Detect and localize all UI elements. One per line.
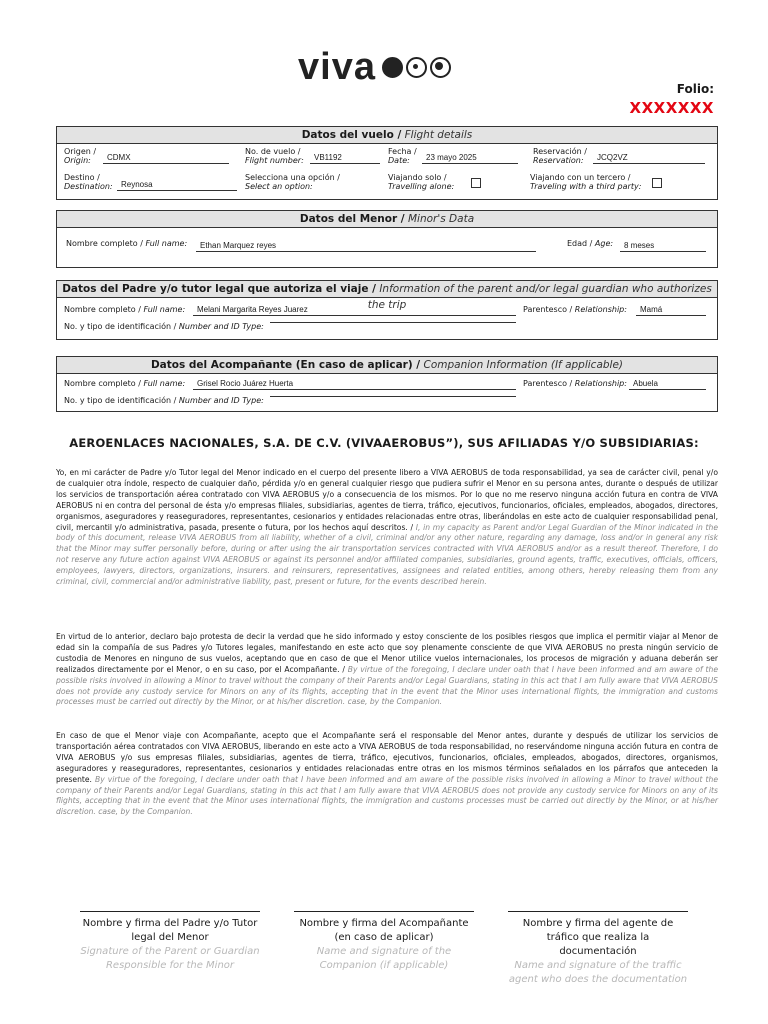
logo-dot-icon — [382, 57, 403, 78]
third-party-label: Viajando con un tercero / Traveling with a third party: — [530, 173, 642, 191]
companion-relationship-label: Parentesco / Relationship: — [523, 379, 627, 388]
reservation-label: Reservación / Reservation: — [533, 147, 587, 165]
release-paragraph: Yo, en mi carácter de Padre y/o Tutor legal del Menor indicado en el cuerpo del presente libero a VIVA AEROBUS de toda responsabilidad, ya sea de carácter civil, penal y/o de cualquier otra índole, respecto de cualquier daño, pérdida y/o en general cualquier riesgo que pudiera sufrir el Menor en su persona antes, durante o después de utilizar los servicios de transportación aérea contratado con VIVA AEROBUS y/o a consecuencia de los mismos. Por lo que no me reservo ninguna acción futura en contra de VIVA AEROBUS ni en contra del personal de ésta y/o empresas filiales, subsidiarias, agentes de tierra, tráfico, ejecutivos, funcionarios, oficiales, empleados, abogados, directores, organismos, aseguradores y reaseguradores, representantes, cesionarios y entidades relacionadas entre otras, liberándolas en este acto de cualquier responsabilidad penal, civil, mercantil y/o administrativa, pasada, presente o futura, por los hechos aquí descritos. / I, in my capacity as Parent and/or Legal Guardian of the Minor indicated in the body of this document, release VIVA AEROBUS from all liability, whether of a civil, criminal and/or any other nature, regarding any damage, loss and/or in general any risk that the Minor may suffer personally before, during or after using the air transportation services contracted with VIVA AEROBUS and/or as a result thereof. Therefore, I do not reserve any future action against VIVA AEROBUS or against its personnel and/or affiliated companies, subsidiaries, ground agents, traffic, executives, officials, officers, employees, lawyers, directors, organizations, insurers. and reinsurers, representatives, assignees and related entities, among others, hereby releasing them from any criminal, civil, commercial and/or administrative liability, past, present or future, for the events described herein. — [56, 468, 719, 587]
signature-companion: Nombre y firma del Acompañante (en caso de aplicar) Name and signature of the Companion (if applicable) — [299, 918, 469, 971]
signature-agent: Nombre y firma del agente de tráfico que realiza la documentación Name and signature of the traffic agent who does the documentation — [508, 918, 688, 985]
guardian-data-heading: Datos del Padre y/o tutor legal que autoriza el viaje / Information of the parent and/or legal guardian who authorizes the trip — [57, 281, 717, 298]
companion-id-label: No. y tipo de identificación / Number and ID Type: — [64, 396, 264, 405]
guardian-name-field[interactable]: Melani Margarita Reyes Juarez — [193, 305, 516, 316]
flight-details-heading: Datos del vuelo / Flight details — [57, 127, 717, 144]
companion-data-heading: Datos del Acompañante (En caso de aplicar) / Companion Information (If applicable) — [57, 357, 717, 374]
declaration-paragraph: En virtud de lo anterior, declaro bajo protesta de decir la verdad que he sido informado y estoy consciente de los posibles riesgos que implica el permitir viajar al Menor de edad sin la compañía de sus Padres y/o Tutores legales, manifestando en este acto que soy plenamente consciente de que VIVA AEROBUS no presta ningún servicio de custodia de Menores en ninguno de sus vuelos, aceptando que en caso de que el Menor utilice vuelos internacionales, los procesos de migración y aduana deberán ser realizados directamente por el Menor, o en su caso, por el Acompañante. / By virtue of the foregoing, I declare under oath that I have been informed and am aware of the possible risks involved in allowing a Minor to travel without the company of their Parents and/or Legal Guardians, stating in this act that I am fully aware that VIVA AEROBUS does not provide any custody service for Minors on any of its flights, accepting that in the event that the Minor uses international flights, the immigration and customs processes must be carried out directly by the Minor, or at his/her discretion. case, by the Companion. — [56, 632, 718, 707]
guardian-id-field[interactable] — [270, 322, 516, 323]
third-party-checkbox[interactable] — [652, 178, 662, 188]
guardian-name-label: Nombre completo / Full name: — [64, 305, 186, 314]
signature-line-guardian — [80, 911, 260, 912]
minor-name-field[interactable]: Ethan Marquez reyes — [196, 241, 536, 252]
minor-data-heading: Datos del Menor / Minor's Data — [57, 211, 717, 228]
companion-responsibility-paragraph: En caso de que el Menor viaje con Acompañante, acepto que el Acompañante será el responsable del Menor antes, durante y después de utilizar los servicios de transportación aérea contratados con VIVA AEROBUS, liberando en este acto a VIVA AEROBUS de toda responsabilidad, no reservándome ninguna acción futura en contra de VIVA AEROBUS y/o sus empresas filiales, subsidiarias, agentes de tierra, tráfico, ejecutivos, funcionarios, oficiales, empleados, abogados, directores, organismos, aseguradores y reaseguradores, representantes, cesionarios y entidades relacionadas entre otras en los mismos términos señalados en los párrafos que anteceden la presente. By virtue of the foregoing, I declare under oath that I have been informed and am aware of the possible risks involved in allowing a Minor to travel without the company of their Parents and/or Legal Guardians, stating in this act that I am fully aware that VIVA AEROBUS does not provide any custody service for Minors on any of its flights, accepting that in the event that the Minor uses international flights, the immigration and customs processes must be carried out directly by the Minor, or at his/her discretion. case, by the Companion. — [56, 731, 718, 817]
select-option-label: Selecciona una opción / Select an option: — [245, 173, 340, 191]
signature-line-agent — [508, 911, 688, 912]
minor-name-label: Nombre completo / Full name: — [66, 239, 188, 248]
viva-logo — [298, 46, 451, 88]
logo-wordmark: viva — [298, 46, 376, 88]
flight-number-field[interactable]: VB1192 — [310, 153, 380, 164]
travelling-alone-label: Viajando solo / Travelling alone: — [388, 173, 455, 191]
signature-line-companion — [294, 911, 474, 912]
date-field[interactable]: 23 mayo 2025 — [422, 153, 518, 164]
folio-label: Folio: — [676, 82, 714, 96]
guardian-id-label: No. y tipo de identificación / Number and ID Type: — [64, 322, 264, 331]
companion-name-field[interactable]: Grisel Rocio Juárez Huerta — [193, 379, 516, 390]
companion-relationship-field[interactable]: Abuela — [629, 379, 706, 390]
companion-id-field[interactable] — [270, 396, 516, 397]
guardian-relationship-label: Parentesco / Relationship: — [523, 305, 627, 314]
date-label: Fecha / Date: — [388, 147, 417, 165]
logo-dot-icon — [406, 57, 427, 78]
origin-field[interactable]: CDMX — [103, 153, 229, 164]
company-title: AEROENLACES NACIONALES, S.A. DE C.V. (VIVAAEROBUS”), SUS AFILIADAS Y/O SUBSIDIARIAS: — [69, 436, 699, 450]
minor-data-section — [56, 210, 718, 268]
signature-guardian: Nombre y firma del Padre y/o Tutor legal del Menor Signature of the Parent or Guardian Responsible for the Minor — [80, 918, 260, 971]
reservation-field[interactable]: JCQ2VZ — [593, 153, 705, 164]
companion-name-label: Nombre completo / Full name: — [64, 379, 186, 388]
minor-age-field[interactable]: 8 meses — [620, 241, 706, 252]
minor-age-label: Edad / Age: — [567, 239, 614, 248]
guardian-data-section — [56, 280, 718, 340]
companion-data-section — [56, 356, 718, 412]
destination-field[interactable]: Reynosa — [117, 180, 237, 191]
flight-details-section — [56, 126, 718, 200]
guardian-relationship-field[interactable]: Mamá — [636, 305, 706, 316]
travelling-alone-checkbox[interactable] — [471, 178, 481, 188]
origin-label: Origen / Origin: — [64, 147, 97, 165]
folio-value: XXXXXXX — [629, 99, 714, 117]
logo-dots-icon — [382, 57, 451, 78]
flight-number-label: No. de vuelo / Flight number: — [245, 147, 304, 165]
destination-label: Destino / Destination: — [64, 173, 113, 191]
logo-dot-icon — [430, 57, 451, 78]
